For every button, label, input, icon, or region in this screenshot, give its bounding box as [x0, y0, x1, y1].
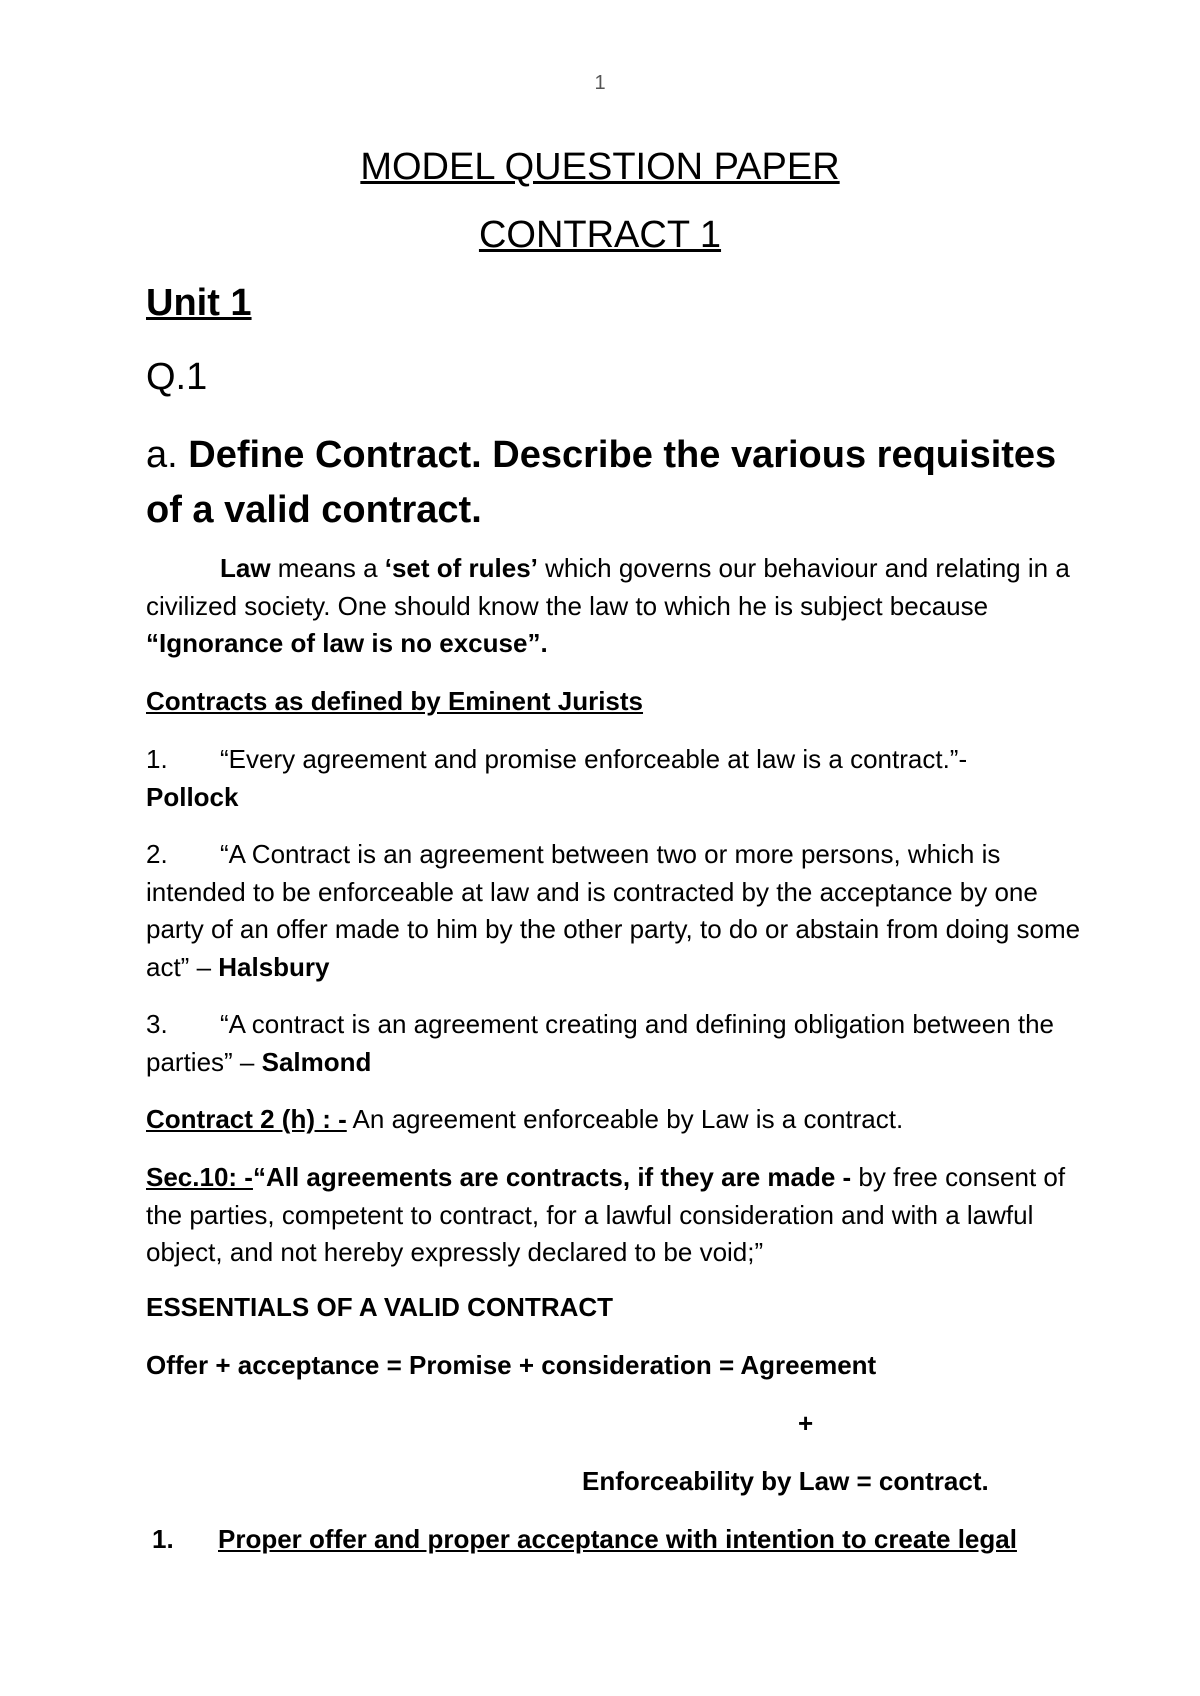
- contract-2h-paragraph: [146, 1101, 1086, 1139]
- question-body: Define Contract. Describe the various requisites of a valid contract.: [146, 434, 1057, 531]
- definition-item: [146, 836, 1086, 986]
- jurists-heading: Contracts as defined by Eminent Jurists: [146, 686, 644, 716]
- point-1-number: 1.: [152, 1524, 174, 1554]
- question-number: Q.1: [146, 356, 208, 398]
- contract-2h-label: Contract 2 (h) : -: [146, 1104, 347, 1134]
- document-title: MODEL QUESTION PAPER: [360, 146, 840, 188]
- intro-law: Law: [220, 553, 271, 583]
- sec10-label: Sec.10: -: [146, 1162, 253, 1192]
- contract-2h-text: An agreement enforceable by Law is a contract.: [346, 1104, 904, 1134]
- sec10-paragraph: [146, 1159, 1086, 1272]
- page-number: 1: [594, 72, 606, 94]
- document-subtitle: CONTRACT 1: [478, 214, 722, 256]
- definition-author: Pollock: [146, 781, 239, 812]
- intro-paragraph: [146, 550, 1086, 663]
- definition-text: “Every agreement and promise enforceable at law is a contract.”-: [220, 744, 968, 774]
- unit-heading: Unit 1: [146, 282, 252, 324]
- definition-number: 1.: [146, 744, 168, 774]
- essentials-heading: ESSENTIALS OF A VALID CONTRACT: [146, 1292, 614, 1322]
- definition-author: Halsbury: [218, 951, 330, 982]
- question-prefix: a.: [146, 434, 189, 476]
- intro-text-2: which governs our behaviour and relating in a civilized society. One should know the law to which he is subject because: [146, 553, 1070, 621]
- definition-item: [146, 1006, 1086, 1081]
- formula-line-1: Offer + acceptance = Promise + consideration = Agreement: [146, 1350, 877, 1380]
- intro-maxim: “Ignorance of law is no excuse”.: [146, 628, 548, 658]
- question-text: [146, 428, 1086, 538]
- sec10-text: by free consent of the parties, competent to contract, for a lawful consideration and with a lawful object, and not hereby expressly declared to be void;”: [146, 1162, 1066, 1267]
- definition-number: 2.: [146, 839, 168, 869]
- intro-text-1: means a: [270, 553, 385, 583]
- definition-text: “A Contract is an agreement between two or more persons, which is intended to be enforceable at law and is contracted by the acceptance by one party of an offer made to him by the other party, to do or abstain from doing some act” –: [146, 839, 1081, 982]
- sec10-bold-text: “All agreements are contracts, if they are made -: [252, 1162, 859, 1192]
- definition-number: 3.: [146, 1009, 168, 1039]
- definition-author: Salmond: [261, 1046, 372, 1077]
- definition-item: [146, 741, 1086, 816]
- formula-plus: +: [798, 1408, 814, 1438]
- definition-text: “A contract is an agreement creating and defining obligation between the parties” –: [146, 1009, 1054, 1077]
- intro-set-of-rules: ‘set of rules’: [384, 553, 538, 583]
- point-1-text: Proper offer and proper acceptance with intention to create legal: [218, 1524, 1017, 1554]
- formula-line-2: Enforceability by Law = contract.: [582, 1466, 989, 1496]
